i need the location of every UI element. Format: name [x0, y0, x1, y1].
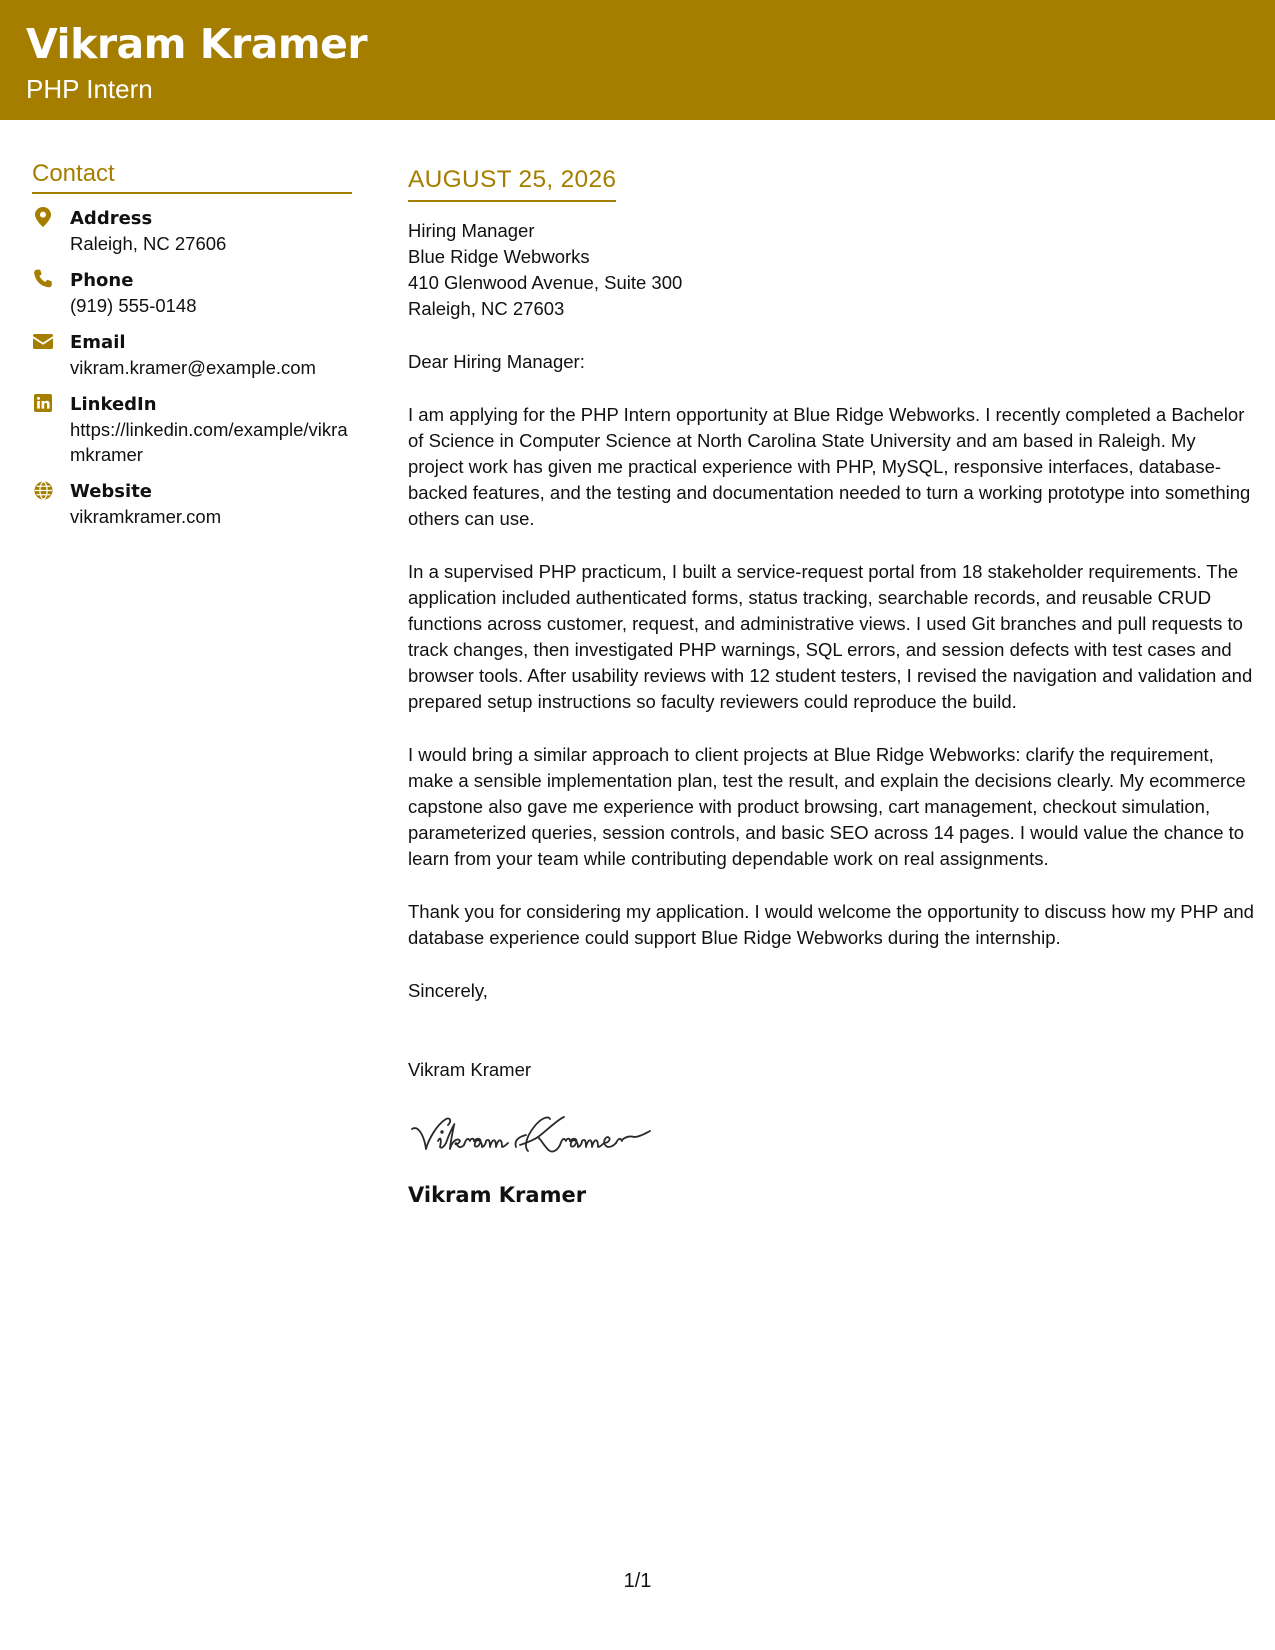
letter-body — [408, 166, 1254, 1209]
contact-value: vikram.kramer@example.com — [70, 357, 316, 378]
contact-heading: Contact — [32, 160, 352, 194]
contact-item-phone — [32, 268, 352, 318]
contact-label: LinkedIn — [70, 394, 157, 415]
contact-item-address — [32, 206, 352, 256]
candidate-name: Vikram Kramer — [26, 20, 368, 68]
contact-label: Phone — [70, 270, 134, 291]
recipient-line: Hiring Manager — [408, 220, 535, 241]
job-title: PHP Intern — [26, 74, 153, 104]
recipient-line: 410 Glenwood Avenue, Suite 300 — [408, 272, 683, 293]
contact-value: (919) 555-0148 — [70, 295, 197, 316]
contact-value: vikramkramer.com — [70, 506, 222, 527]
closing: Sincerely, — [408, 980, 488, 1001]
header-banner — [0, 0, 1275, 120]
contact-label: Website — [70, 481, 153, 502]
salutation: Dear Hiring Manager: — [408, 351, 585, 372]
body-paragraph: I would bring a similar approach to client projects at Blue Ridge Webworks: clarify the requirement, make a sensible implementation plan, test the result, and explain the decisions clearly. My ecommerce capstone also gave me experience with product browsing, cart management, checkout simulation, parameterized queries, session controls, and basic SEO across 14 pages. I would value the chance to learn from your team while contributing dependable work on real assignments. — [408, 744, 1246, 869]
contact-item-email — [32, 330, 352, 380]
map-pin-icon — [32, 206, 54, 228]
contact-sidebar — [32, 160, 352, 541]
page-number: 1/1 — [623, 1570, 652, 1592]
contact-item-website — [32, 479, 352, 529]
body-paragraph: I am applying for the PHP Intern opportunity at Blue Ridge Webworks. I recently completed a Bachelor of Science in Computer Science at North Carolina State University and am based in Raleigh. My project work has given me practical experience with PHP, MySQL, responsive interfaces, database-backed features, and the testing and documentation needed to turn a working prototype into something others can use. — [408, 404, 1251, 529]
contact-item-linkedin — [32, 392, 352, 467]
letter-date: AUGUST 25, 2026 — [408, 166, 616, 202]
printed-name: Vikram Kramer — [408, 1183, 587, 1207]
phone-icon — [32, 268, 54, 290]
body-paragraph: In a supervised PHP practicum, I built a service-request portal from 18 stakeholder requirements. The application included authenticated forms, status tracking, searchable records, and reusable CRUD functions across customer, request, and administrative views. I used Git branches and pull requests to track changes, then investigated PHP warnings, SQL errors, and session defects with test cases and browser tools. After usability reviews with 12 student testers, I revised the navigation and validation and prepared setup instructions so faculty reviewers could reproduce the build. — [408, 561, 1253, 712]
recipient-address — [408, 218, 1254, 322]
closing-name: Vikram Kramer — [408, 1059, 532, 1080]
envelope-icon — [32, 330, 54, 352]
recipient-line: Blue Ridge Webworks — [408, 246, 590, 267]
contact-label: Address — [70, 208, 153, 229]
recipient-line: Raleigh, NC 27603 — [408, 298, 565, 319]
contact-value: Raleigh, NC 27606 — [70, 233, 227, 254]
body-paragraph: Thank you for considering my application. I would welcome the opportunity to discuss how my PHP and database experience could support Blue Ridge Webworks during the internship. — [408, 901, 1254, 948]
contact-label: Email — [70, 332, 126, 353]
globe-icon — [32, 479, 54, 501]
signature-image — [408, 1101, 1254, 1171]
linkedin-icon — [32, 392, 54, 414]
contact-value: https://linkedin.com/example/vikramkramer — [70, 419, 348, 465]
